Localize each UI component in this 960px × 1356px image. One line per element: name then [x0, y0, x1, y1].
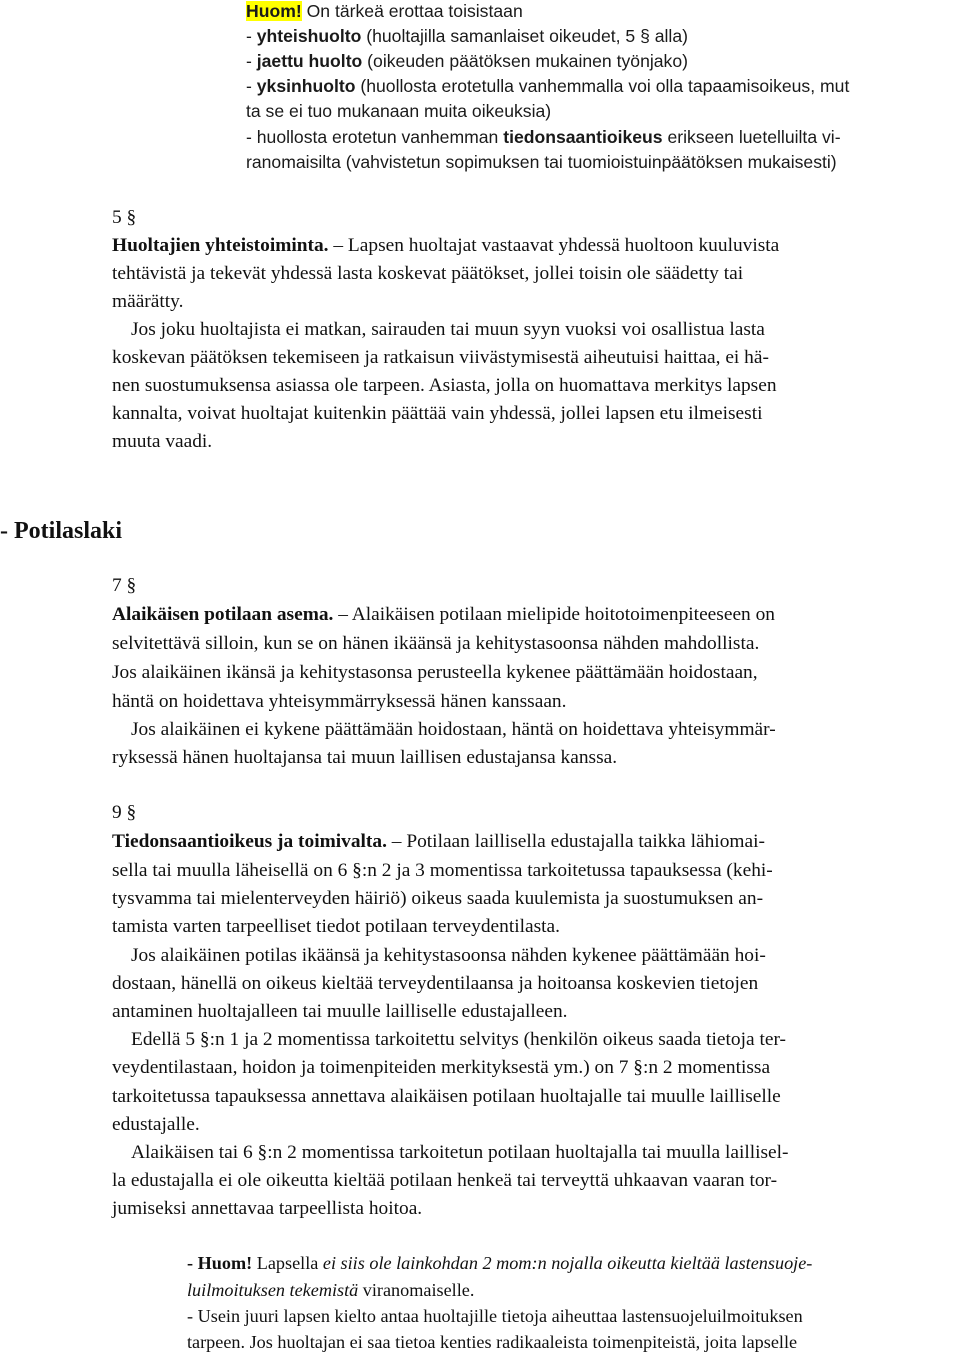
callout-line: - Usein juuri lapsen kielto antaa huoltajille tietoja aiheuttaa lastensuojeluilmoituksen — [187, 1306, 803, 1326]
callout-line: - huollosta erotetun vanhemman tiedonsaantioikeus erikseen luetelluilta vi- — [246, 127, 841, 147]
section-number: 9 § — [112, 802, 137, 823]
paragraph-line: Jos joku huoltajista ei matkan, sairauden tai muun syyn vuoksi voi osallistua lasta — [131, 319, 765, 340]
callout-line: tarpeen. Jos huoltajan ei saa tietoa kenties radikaaleista toimenpiteistä, joita lapselle — [187, 1332, 798, 1352]
paragraph-line: tarkoitetussa tapauksessa annettava alaikäisen potilaan huoltajalle tai muulle lailliselle — [112, 1086, 781, 1107]
paragraph-line: kannalta, voivat huoltajat kuitenkin päättää vain yhdessä, jollei lapsen etu ilmeisesti — [112, 403, 763, 424]
paragraph-line: Alaikäisen potilaan asema. – Alaikäisen potilaan mielipide hoitotoimenpiteeseen on — [112, 604, 775, 625]
paragraph-line: Jos alaikäinen potilas ikäänsä ja kehitystasoonsa nähden kykenee päättämään hoi- — [131, 945, 766, 966]
paragraph-line: Huoltajien yhteistoiminta. – Lapsen huoltajat vastaavat yhdessä huoltoon kuuluvista — [112, 235, 780, 256]
paragraph-line: Tiedonsaantioikeus ja toimivalta. – Potilaan laillisella edustajalla taikka lähiomai- — [112, 831, 765, 852]
paragraph-line: ryksessä hänen huoltajansa tai muun laillisen edustajansa kanssa. — [112, 747, 618, 768]
paragraph-line: edustajalle. — [112, 1114, 200, 1135]
paragraph-line: häntä on hoidettava yhteisymmärryksessä hänen kanssaan. — [112, 691, 567, 712]
callout-line: - Huom! Lapsella ei siis ole lainkohdan 2 mom:n nojalla oikeutta kieltää lastensuoje- — [187, 1253, 813, 1273]
callout-line: - yksinhuolto (huollosta erotetulla vanhemmalla voi olla tapaamisoikeus, mut — [246, 76, 850, 96]
callout-line: luilmoituksen tekemistä viranomaiselle. — [187, 1280, 475, 1300]
paragraph-line: la edustajalla ei ole oikeutta kieltää potilaan henkeä tai terveyttä uhkaavan vaaran tor- — [112, 1170, 778, 1191]
paragraph-line: Edellä 5 §:n 1 ja 2 momentissa tarkoitettu selvitys (henkilön oikeus saada tietoja ter- — [131, 1029, 786, 1050]
paragraph-line: Alaikäisen tai 6 §:n 2 momentissa tarkoitetun potilaan huoltajalla tai muulla laillisel- — [131, 1142, 789, 1163]
callout-line: ta se ei tuo mukanaan muita oikeuksia) — [246, 101, 552, 121]
callout-line: - yhteishuolto (huoltajilla samanlaiset oikeudet, 5 § alla) — [246, 26, 688, 46]
callout-line: - jaettu huolto (oikeuden päätöksen mukainen työnjako) — [246, 51, 688, 71]
callout-line: ranomaisilta (vahvistetun sopimuksen tai tuomioistuinpäätöksen mukaisesti) — [246, 152, 837, 172]
paragraph-line: määrätty. — [112, 291, 184, 312]
paragraph-line: jumiseksi annettavaa tarpeellista hoitoa. — [112, 1198, 423, 1219]
section-number: 5 § — [112, 207, 137, 228]
section-number: 7 § — [112, 575, 137, 596]
paragraph-line: Jos alaikäinen ikänsä ja kehitystasonsa perusteella kykenee päättämään hoidostaan, — [112, 662, 758, 683]
heading-potilaslaki: - Potilaslaki — [0, 518, 123, 544]
paragraph-line: antaminen huoltajalleen tai muulle lailliselle edustajalleen. — [112, 1001, 568, 1022]
paragraph-line: tamista varten tarpeelliset tiedot potilaan terveydentilasta. — [112, 916, 560, 937]
paragraph-line: Jos alaikäinen ei kykene päättämään hoidostaan, häntä on hoidettava yhteisymmär- — [131, 719, 776, 740]
paragraph-line: muuta vaadi. — [112, 431, 213, 452]
paragraph-line: tehtävistä ja tekevät yhdessä lasta koskevat päätökset, jollei toisin ole säädetty tai — [112, 263, 744, 284]
paragraph-line: tysvamma tai mielenterveyden häiriö) oikeus saada kuulemista ja suostumuksen an- — [112, 888, 764, 909]
paragraph-line: sella tai muulla läheisellä on 6 §:n 2 ja 3 momentissa tarkoitetussa tapauksessa (kehi- — [112, 860, 773, 881]
paragraph-line: veydentilastaan, hoidon ja toimenpiteiden merkityksestä ym.) on 7 §:n 2 momentissa — [112, 1057, 771, 1078]
paragraph-line: selvitettävä silloin, kun se on hänen ikäänsä ja kehitystasoonsa nähden mahdollista. — [112, 633, 760, 654]
paragraph-line: dostaan, hänellä on oikeus kieltää terveydentilaansa ja hoitoansa koskevien tietojen — [112, 973, 759, 994]
callout-line: Huom! On tärkeä erottaa toisistaan — [246, 1, 523, 21]
paragraph-line: nen suostumuksensa asiassa ole tarpeen. Asiasta, jolla on huomattava merkitys lapsen — [112, 375, 777, 396]
paragraph-line: koskevan päätöksen tekemiseen ja ratkaisun viivästymisestä aiheutuisi haittaa, ei hä- — [112, 347, 769, 368]
